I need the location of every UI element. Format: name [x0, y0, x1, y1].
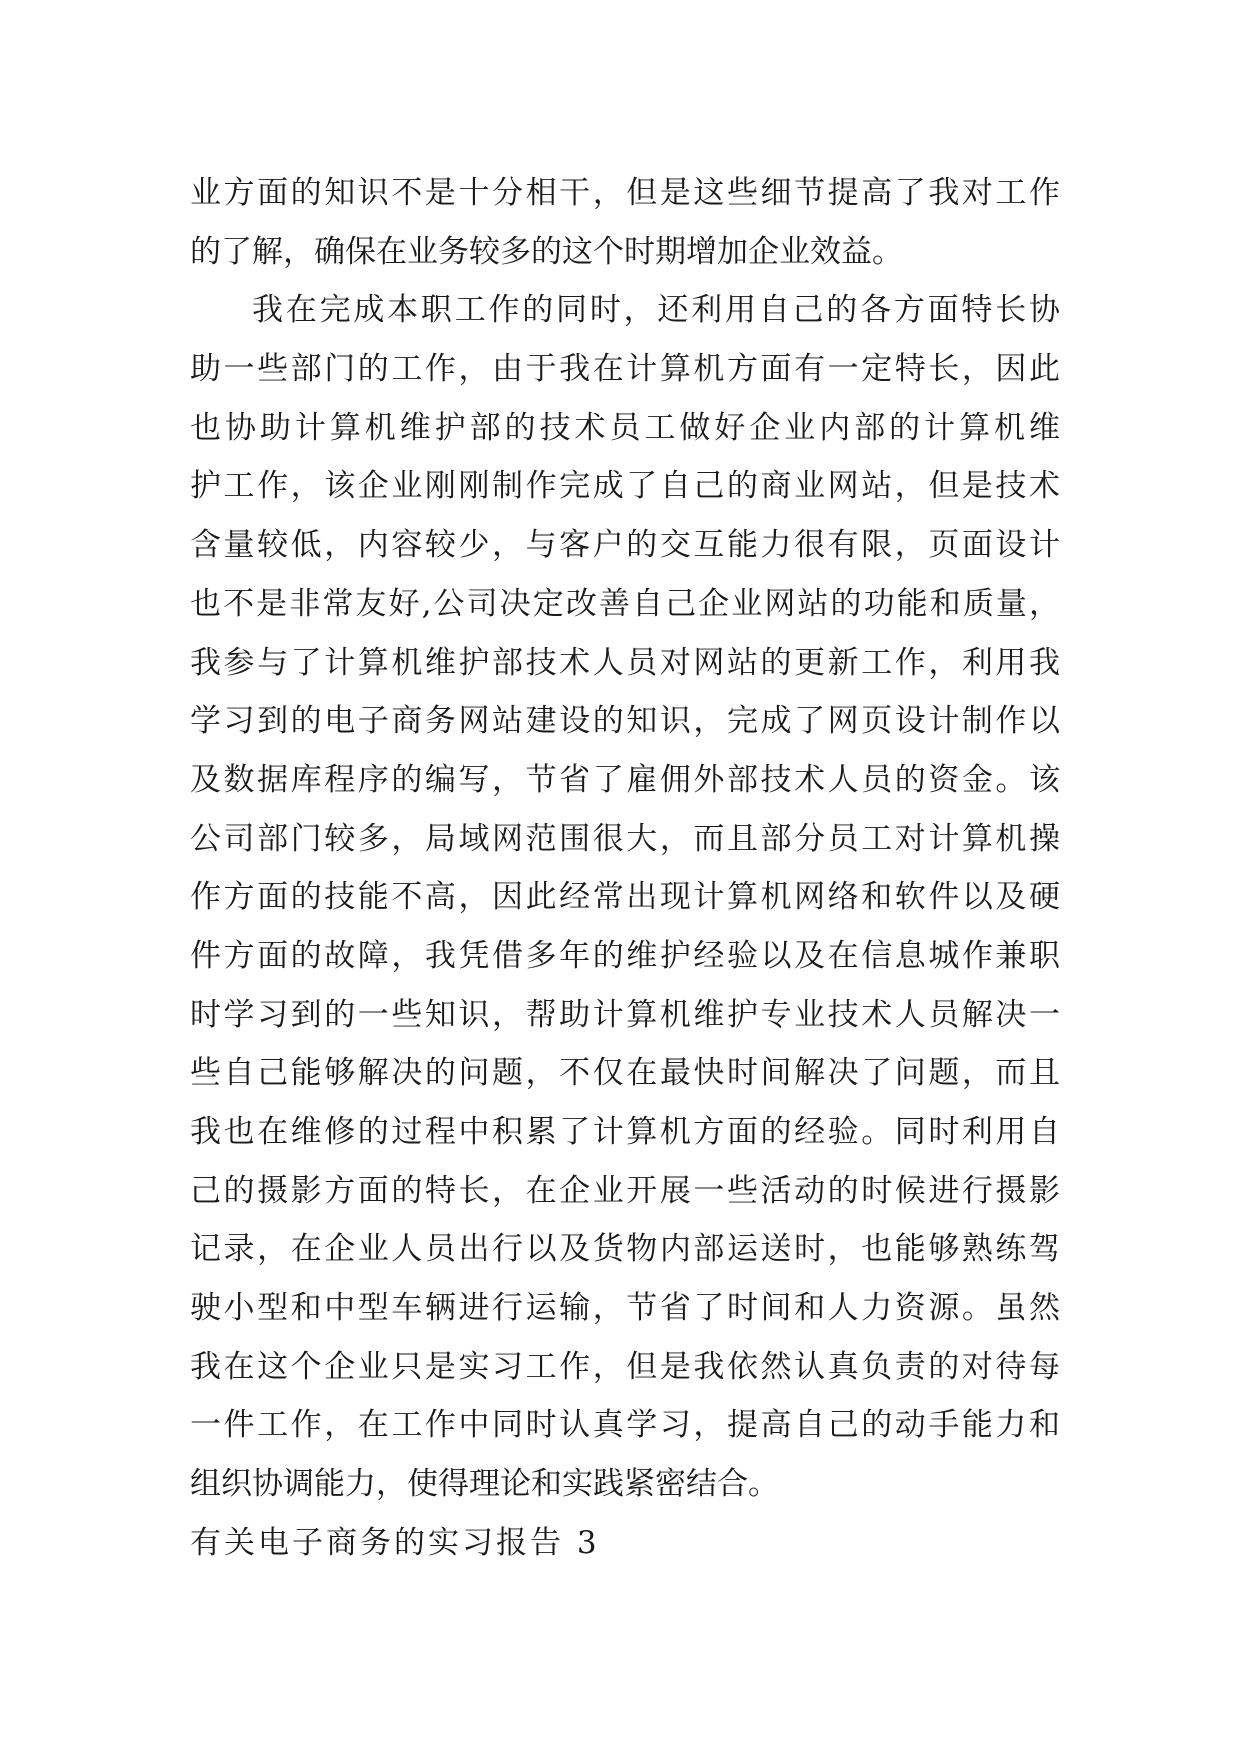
paragraph-2-line: 学习到的电子商务网站建设的知识，完成了网页设计制作以 [190, 703, 1060, 740]
paragraph-2-line: 助一些部门的工作，由于我在计算机方面有一定特长，因此 [190, 351, 1060, 388]
body-text [190, 164, 1060, 1573]
paragraph-2-line: 驶小型和中型车辆进行运输，节省了时间和人力资源。虽然 [190, 1290, 1060, 1327]
paragraph-2-line: 一件工作，在工作中同时认真学习，提高自己的动手能力和 [190, 1407, 1060, 1444]
paragraph-2-line: 公司部门较多，局域网范围很大，而且部分员工对计算机操 [190, 820, 1060, 857]
paragraph-2-line: 我在这个企业只是实习工作，但是我依然认真负责的对待每 [190, 1348, 1060, 1385]
paragraph-1-line-1: 业方面的知识不是十分相干，但是这些细节提高了我对工作 [190, 175, 1060, 211]
paragraph-2-line-last: 组织协调能力，使得理论和实践紧密结合。 [190, 1466, 779, 1503]
paragraph-2-line: 件方面的故障，我凭借多年的维护经验以及在信息城作兼职 [190, 937, 1060, 974]
paragraph-2-line: 记录，在企业人员出行以及货物内部运送时，也能够熟练驾 [190, 1231, 1060, 1268]
paragraph-2-line: 含量较低，内容较少，与客户的交互能力很有限，页面设计 [190, 527, 1060, 564]
paragraph-2-line: 作方面的技能不高，因此经常出现计算机网络和软件以及硬 [190, 879, 1060, 916]
paragraph-2-line: 时学习到的一些知识，帮助计算机维护专业技术人员解决一 [190, 996, 1060, 1033]
paragraph-2-line: 及数据库程序的编写，节省了雇佣外部技术人员的资金。该 [190, 761, 1060, 798]
paragraph-2-line: 也不是非常友好,公司决定改善自己企业网站的功能和质量， [190, 585, 1060, 622]
paragraph-2-line: 护工作，该企业刚刚制作完成了自己的商业网站，但是技术 [190, 468, 1060, 505]
paragraph-2-line: 些自己能够解决的问题，不仅在最快时间解决了问题，而且 [190, 1055, 1060, 1092]
paragraph-2-line: 己的摄影方面的特长，在企业开展一些活动的时候进行摄影 [190, 1172, 1060, 1209]
paragraph-2-line: 也协助计算机维护部的技术员工做好企业内部的计算机维 [190, 409, 1060, 446]
paragraph-1-line-2: 的了解，确保在业务较多的这个时期增加企业效益。 [190, 233, 903, 270]
paragraph-2-line-1: 我在完成本职工作的同时，还利用自己的各方面特长协 [252, 292, 1060, 329]
section-heading: 有关电子商务的实习报告 3 [190, 1524, 600, 1561]
paragraph-2-line: 我也在维修的过程中积累了计算机方面的经验。同时利用自 [190, 1114, 1060, 1150]
paragraph-2-line: 我参与了计算机维护部技术人员对网站的更新工作，利用我 [190, 644, 1060, 681]
